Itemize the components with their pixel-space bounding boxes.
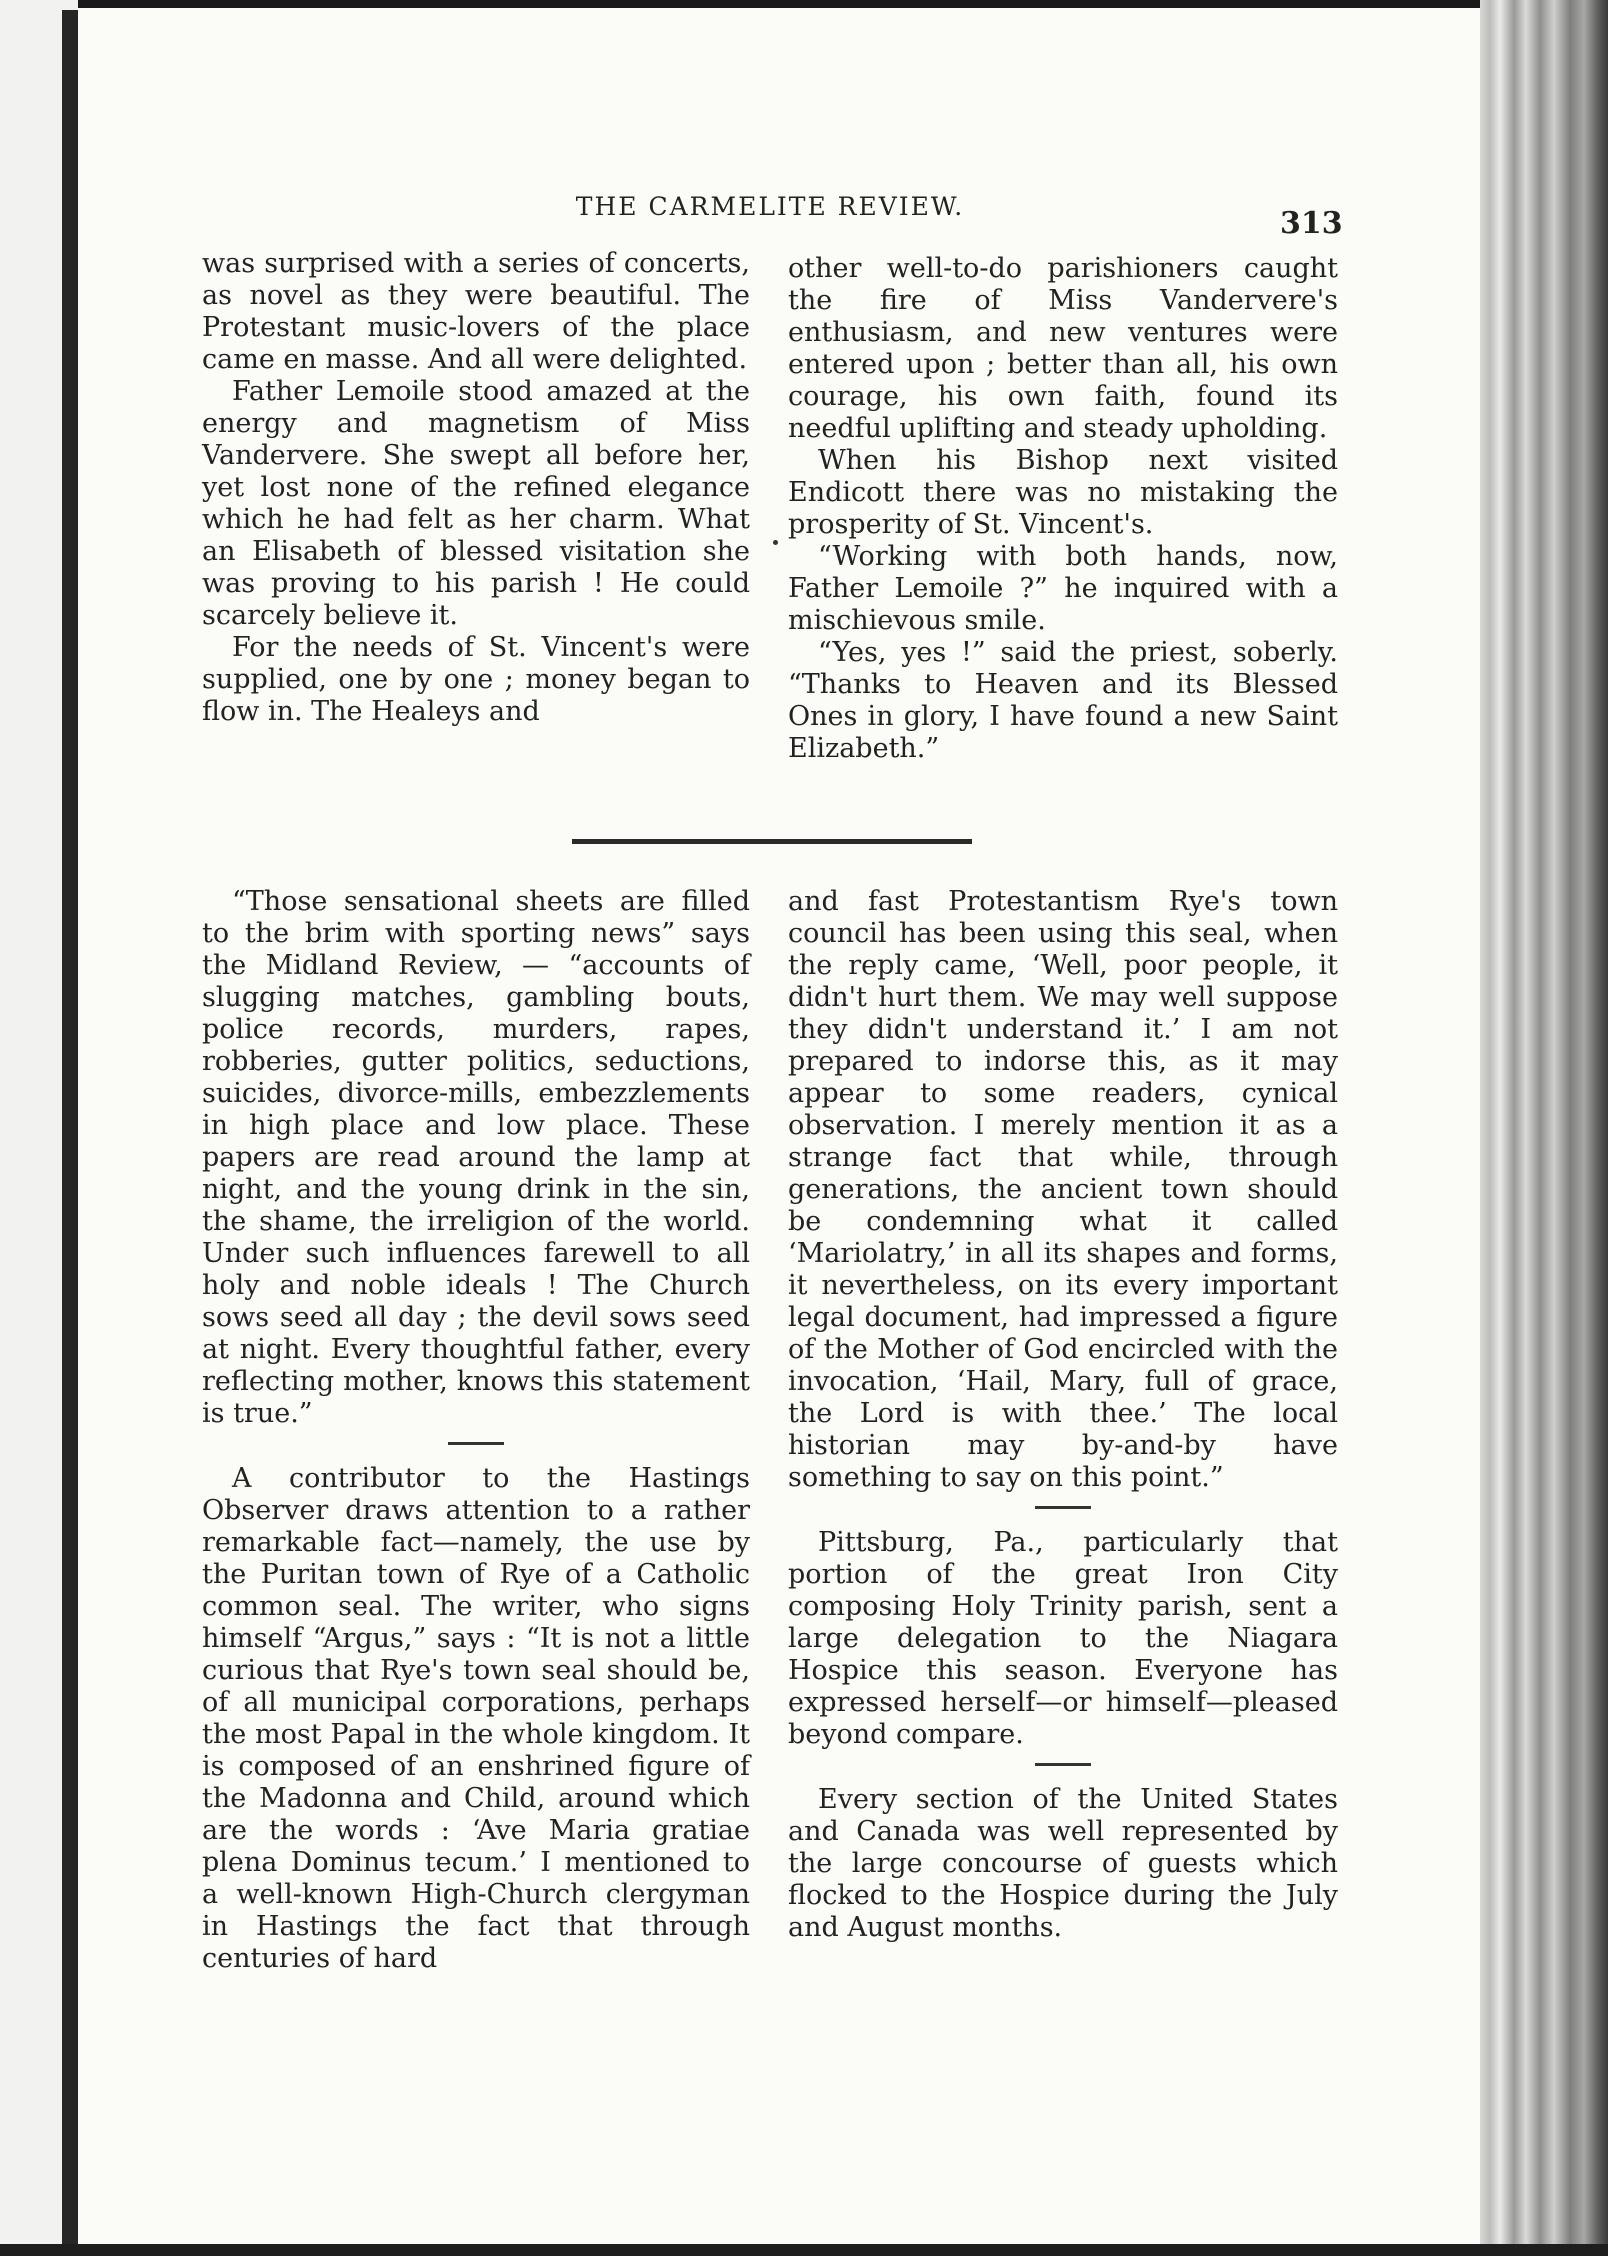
paragraph: For the needs of St. Vincent's were supplied, one by one ; money began to flow in. The Healeys and (202, 632, 750, 727)
paragraph: other well-to-do parishioners caught the fire of Miss Vandervere's enthusiasm, and new ventures were entered upon ; better than all, his own courage, his own faith, found its needful uplifting and steady upholding. (788, 253, 1338, 444)
top-article-left-column (202, 248, 750, 728)
paragraph: Father Lemoile stood amazed at the energy and magnetism of Miss Vandervere. She swept all before her, yet lost none of the refined elegance which he had felt as her charm. What an Elisabeth of blessed visitation she was proving to his parish ! He could scarcely believe it. (202, 376, 750, 631)
paragraph: “Those sensational sheets are filled to the brim with sporting news” says the Midland Review, — “accounts of slugging matches, gambling bouts, police records, murders, rapes, robberies, gutter politics, seductions, suicides, divorce-mills, embezzlements in high place and low place. These papers are read around the lamp at night, and the young drink in the sin, the shame, the irreligion of the world. Under such influences farewell to all holy and noble ideals ! The Church sows seed all day ; the devil sows seed at night. Every thoughtful father, every reflecting mother, knows this statement is true.” (202, 886, 750, 1429)
top-article-right-column (788, 253, 1338, 765)
short-divider-rule (1035, 1506, 1091, 1509)
page-number: 313 (1280, 206, 1343, 241)
short-divider-rule (1035, 1763, 1091, 1766)
paragraph: Every section of the United States and Canada was well represented by the large concourse of guests which flocked to the Hospice during the July and August months. (788, 1784, 1338, 1943)
book-binding-edge (62, 10, 78, 2256)
paragraph: When his Bishop next visited Endicott there was no mistaking the prosperity of St. Vincent's. (788, 445, 1338, 540)
print-speck (773, 540, 778, 545)
scan-bottom-edge (0, 2244, 1608, 2256)
paragraph: A contributor to the Hastings Observer draws attention to a rather remarkable fact—namely, the use by the Puritan town of Rye of a Catholic common seal. The writer, who signs himself “Argus,” says : “It is not a little curious that Rye's town seal should be, of all municipal corporations, perhaps the most Papal in the whole kingdom. It is composed of an enshrined figure of the Madonna and Child, around which are the words : ‘Ave Maria gratiae plena Dominus tecum.’ I mentioned to a well-known High-Church clergyman in Hastings the fact that through centuries of hard (202, 1463, 750, 1974)
page-stack-edges (1480, 0, 1608, 2256)
notes-right-column (788, 886, 1338, 1944)
paragraph: “Yes, yes !” said the priest, soberly. “Thanks to Heaven and its Blessed Ones in glory, I have found a new Saint Elizabeth.” (788, 637, 1338, 764)
short-divider-rule (448, 1442, 504, 1445)
paragraph: and fast Protestantism Rye's town council has been using this seal, when the reply came, ‘Well, poor people, it didn't hurt them. We may well suppose they didn't understand it.’ I am not prepared to indorse this, as it may appear to some readers, cynical observation. I merely mention it as a strange fact that while, through generations, the ancient town should be condemning what it called ‘Mariolatry,’ in all its shapes and forms, it nevertheless, on its every important legal document, had impressed a figure of the Mother of God encircled with the invocation, ‘Hail, Mary, full of grace, the Lord is with thee.’ The local historian may by-and-by have something to say on this point.” (788, 886, 1338, 1493)
paragraph: was surprised with a series of concerts, as novel as they were beautiful. The Protestant music-lovers of the place came en masse. And all were delighted. (202, 248, 750, 375)
paragraph: “Working with both hands, now, Father Lemoile ?” he inquired with a mischievous smile. (788, 541, 1338, 636)
notes-left-column (202, 886, 750, 1975)
paragraph: Pittsburg, Pa., particularly that portion of the great Iron City composing Holy Trinity parish, sent a large delegation to the Niagara Hospice this season. Everyone has expressed herself—or himself—pleased beyond compare. (788, 1527, 1338, 1750)
section-divider-rule (572, 839, 972, 844)
running-title: THE CARMELITE REVIEW. (575, 192, 965, 221)
